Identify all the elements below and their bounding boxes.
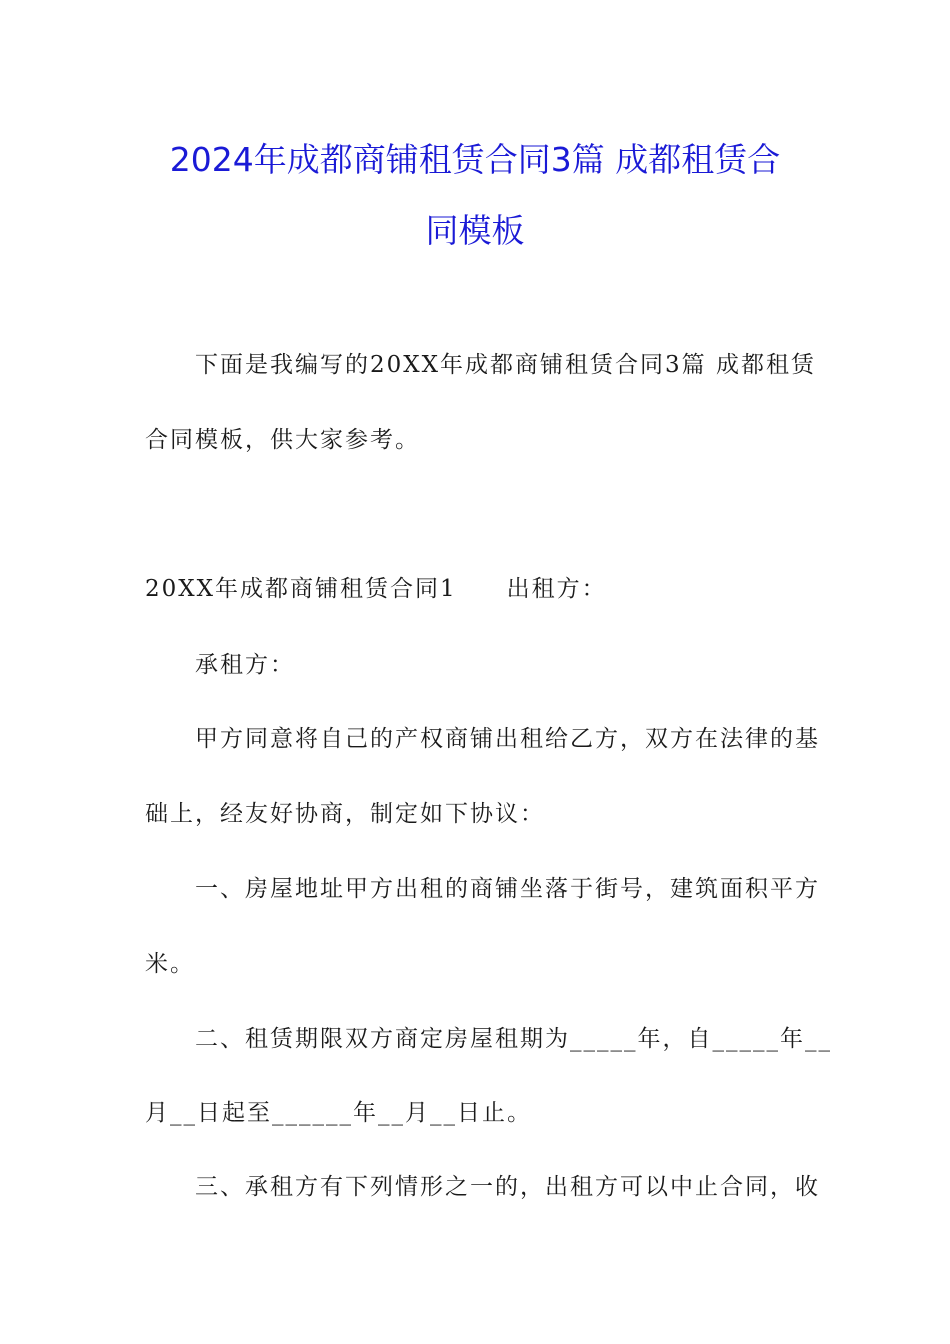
paragraph-3-line-2: 月__日起至______年__月__日止。 [145, 1100, 532, 1126]
intro-line-1: 下面是我编写的20XX年成都商铺租赁合同3篇 成都租赁 [195, 352, 816, 378]
paragraph-1-line-1: 甲方同意将自己的产权商铺出租给乙方，双方在法律的基 [195, 726, 820, 752]
intro-line-2: 合同模板，供大家参考。 [145, 427, 420, 453]
paragraph-4-line-1: 三、承租方有下列情形之一的，出租方可以中止合同，收 [195, 1174, 820, 1200]
lessee-line: 承租方： [195, 652, 295, 678]
section-heading: 20XX年成都商铺租赁合同1 出租方： [145, 576, 607, 602]
paragraph-1-line-2: 础上，经友好协商，制定如下协议： [145, 801, 545, 827]
document-title-line-2: 同模板 [425, 211, 525, 250]
paragraph-2-line-1: 一、房屋地址甲方出租的商铺坐落于街号，建筑面积平方 [195, 876, 820, 902]
document-title-line-1: 2024年成都商铺租赁合同3篇 成都租赁合 [169, 140, 781, 179]
paragraph-3-line-1: 二、租赁期限双方商定房屋租期为_____年，自_____年__ [195, 1026, 832, 1052]
paragraph-2-line-2: 米。 [145, 951, 195, 977]
